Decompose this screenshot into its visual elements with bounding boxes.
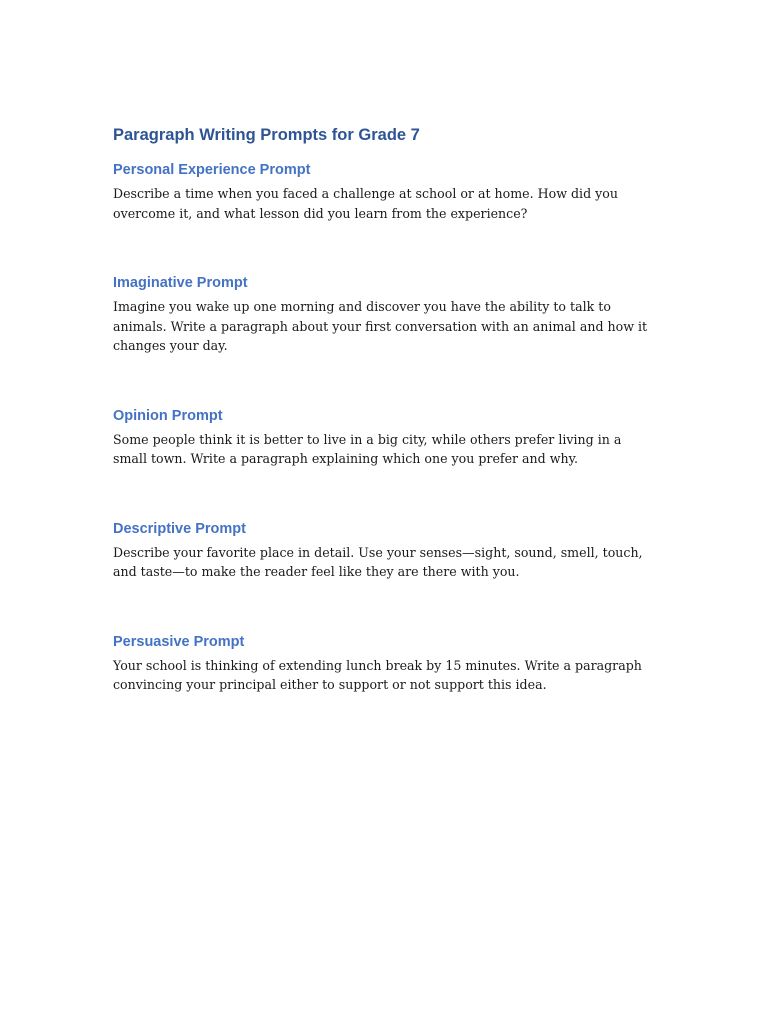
prompt-section-persuasive: [113, 632, 658, 695]
section-heading: Imaginative Prompt: [113, 275, 248, 291]
section-body: Your school is thinking of extending lunch break by 15 minutes. Write a paragraph convincing your principal either to support or not support this idea.: [113, 657, 642, 692]
prompt-section-personal-experience: [113, 160, 658, 223]
prompt-section-opinion: [113, 406, 658, 469]
section-heading: Persuasive Prompt: [113, 633, 245, 650]
section-heading: Descriptive Prompt: [113, 520, 246, 537]
section-body: Some people think it is better to live in a big city, while others prefer living in a small town. Write a paragraph explaining which one you prefer and why.: [113, 431, 622, 466]
section-heading: Opinion Prompt: [113, 407, 223, 424]
prompt-section-imaginative: [113, 273, 658, 356]
prompt-section-descriptive: [113, 519, 658, 582]
section-body: Describe your favorite place in detail. Use your senses—sight, sound, smell, touch, and taste—to make the reader feel like they are there with you.: [113, 544, 643, 579]
document-page: [113, 124, 658, 695]
section-body: Describe a time when you faced a challenge at school or at home. How did you overcome it, and what lesson did you learn from the experience?: [113, 186, 618, 221]
section-heading: Personal Experience Prompt: [113, 162, 311, 178]
section-body: Imagine you wake up one morning and discover you have the ability to talk to animals. Write a paragraph about your first conversation with an animal and how it changes your day.: [113, 299, 648, 353]
document-title: Paragraph Writing Prompts for Grade 7: [113, 126, 420, 144]
